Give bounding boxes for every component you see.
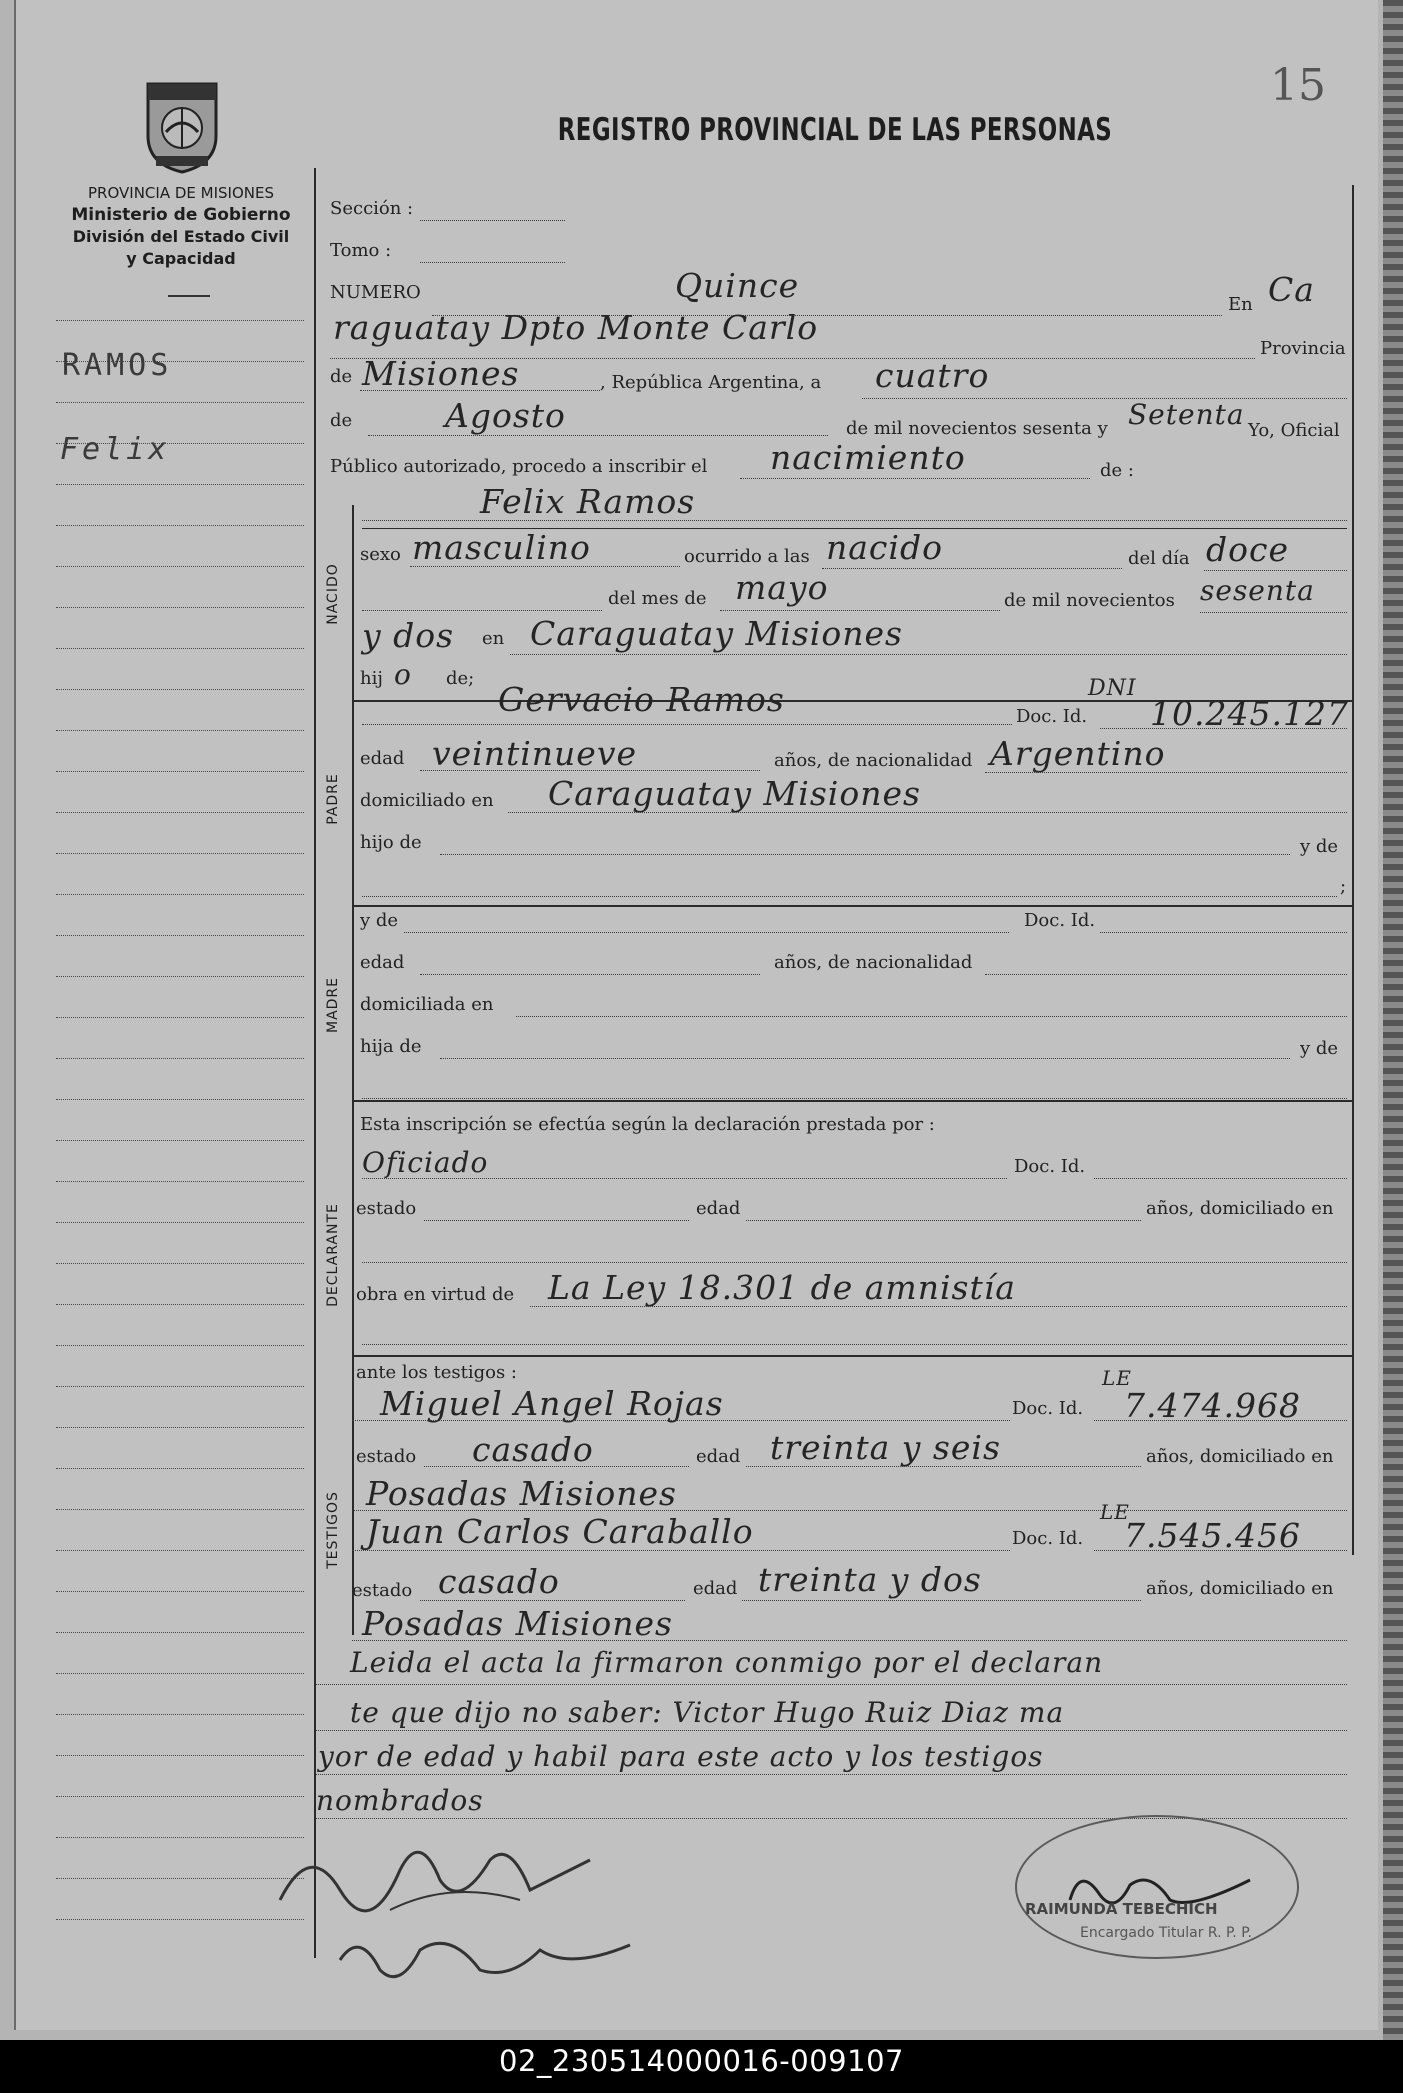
stamp-name: RAIMUNDA TEBECHICH [1025, 1900, 1218, 1918]
madre-hija-de-field[interactable] [440, 1058, 1290, 1059]
padre-edad-label: edad [360, 748, 405, 769]
margin-line [56, 976, 304, 977]
closing-note-rule [316, 1730, 1347, 1731]
witness1-estado-field[interactable] [424, 1466, 689, 1467]
madre-hija-de-label: hija de [360, 1036, 422, 1057]
padre-y-de-label: y de [1300, 836, 1339, 857]
margin-line [56, 1509, 304, 1510]
padre-nacionalidad-field[interactable] [985, 772, 1347, 773]
declarante-domicilio-field[interactable] [362, 1262, 1347, 1263]
witness1-doc-type: LE [1102, 1366, 1132, 1390]
del-dia-label: del día [1128, 548, 1190, 569]
document-id: 02_230514000016-009107 [499, 2044, 904, 2078]
oficial-label: Yo, Oficial [1248, 420, 1340, 441]
padre-semicolon: ; [1340, 876, 1347, 897]
section-separator [352, 905, 1352, 907]
section-label-testigos: TESTIGOS [325, 1491, 341, 1569]
tomo-label: Tomo : [330, 240, 392, 261]
act-value: nacimiento [770, 438, 966, 477]
padre-doc-label: Doc. Id. [1016, 706, 1088, 727]
margin-notes-column [56, 320, 304, 1960]
form-right-border [1352, 185, 1354, 1555]
margin-line [56, 894, 304, 895]
padre-edad-value: veintinueve [432, 734, 638, 773]
margin-line [56, 730, 304, 731]
year-value: Setenta [1128, 398, 1245, 431]
signature-witness [330, 1920, 660, 2000]
witness2-estado-label: estado [352, 1580, 413, 1601]
witness1-edad-field[interactable] [746, 1466, 1141, 1467]
obra-field[interactable] [530, 1306, 1347, 1307]
anio-value-2: y dos [362, 616, 455, 655]
mil-novecientos-label: de mil novecientos [1004, 590, 1175, 611]
numero-label: NUMERO [330, 282, 421, 303]
month-value: Agosto [445, 396, 566, 435]
en-value: Ca [1268, 270, 1315, 309]
year-label: de mil novecientos sesenta y [846, 418, 1108, 439]
witness2-domicilio-field[interactable] [352, 1640, 1347, 1641]
obra-value: La Ley 18.301 de amnistía [548, 1268, 1016, 1307]
margin-line [56, 1591, 304, 1592]
obra-label: obra en virtud de [356, 1284, 515, 1305]
closing-note-line1: Leida el acta la firmaron conmigo por el declaran [350, 1646, 1104, 1679]
del-mes-label: del mes de [608, 588, 707, 609]
witness2-name-value: Juan Carlos Caraballo [366, 1512, 754, 1551]
witness1-estado-label: estado [356, 1446, 417, 1467]
month-field[interactable] [368, 435, 828, 436]
witness2-domicilio-label: años, domiciliado en [1146, 1578, 1334, 1599]
signature-declarant [270, 1820, 610, 1920]
witness1-doc-value: 7.474.968 [1124, 1386, 1301, 1425]
padre-domiciliado-label: domiciliado en [360, 790, 494, 811]
witness2-estado-value: casado [438, 1562, 560, 1601]
provincia-label: Provincia [1260, 338, 1346, 359]
seccion-label: Sección : [330, 198, 414, 219]
madre-edad-field[interactable] [420, 974, 760, 975]
madre-nacionalidad-field[interactable] [985, 974, 1347, 975]
margin-line [56, 1878, 304, 1879]
margin-line [56, 648, 304, 649]
witness1-doc-field[interactable] [1094, 1420, 1347, 1421]
padre-doc-field[interactable] [1100, 728, 1347, 729]
witness2-doc-type: LE [1100, 1500, 1130, 1524]
margin-line [56, 771, 304, 772]
form-left-border [314, 168, 316, 1958]
madre-domicilio-field[interactable] [516, 1016, 1347, 1017]
witness2-domicilio-value: Posadas Misiones [362, 1604, 673, 1643]
stamp-title: Encargado Titular R. P. P. [1080, 1925, 1252, 1941]
section-label-padre: PADRE [325, 773, 341, 825]
section-border [352, 505, 354, 1635]
witness1-domicilio-label: años, domiciliado en [1146, 1446, 1334, 1467]
section-separator [352, 1355, 1352, 1357]
witness2-doc-field[interactable] [1094, 1550, 1347, 1551]
hora-field[interactable] [822, 568, 1122, 569]
provincial-seal-icon [138, 76, 226, 176]
hora-value: nacido [826, 528, 943, 567]
dia-field[interactable] [1204, 570, 1347, 571]
declarante-domicilio-label: años, domiciliado en [1146, 1198, 1334, 1219]
margin-line [56, 1796, 304, 1797]
closing-note-rule [316, 1684, 1347, 1685]
nacido-name-field[interactable] [362, 520, 1347, 521]
publico-label: Público autorizado, procedo a inscribir el [330, 456, 708, 477]
witness1-edad-label: edad [696, 1446, 741, 1467]
declarante-edad-field[interactable] [746, 1220, 1141, 1221]
division-name: División del Estado Civil [72, 227, 290, 246]
margin-line [56, 1263, 304, 1264]
margin-line [56, 1468, 304, 1469]
numero-value: Quince [675, 266, 800, 305]
padre-edad-field[interactable] [420, 770, 760, 771]
witness2-estado-field[interactable] [420, 1600, 685, 1601]
mes-lead-field[interactable] [362, 610, 602, 611]
padre-hijo-de-label: hijo de [360, 832, 422, 853]
obra-field-2[interactable] [362, 1344, 1347, 1345]
closing-note-line3: yor de edad y habil para este acto y los testigos [318, 1740, 1044, 1773]
witness2-edad-field[interactable] [742, 1600, 1141, 1601]
ministry-name: Ministerio de Gobierno [71, 205, 291, 225]
margin-line [56, 1140, 304, 1141]
padre-hijo-de-field[interactable] [440, 854, 1290, 855]
margin-line [56, 1427, 304, 1428]
day-value: cuatro [875, 356, 990, 395]
section-label-madre: MADRE [325, 977, 341, 1034]
ocurrido-label: ocurrido a las [684, 546, 810, 567]
nacido-de-label: de; [446, 668, 475, 689]
sexo-label: sexo [360, 544, 401, 565]
madre-y-de-label: y de [360, 910, 399, 931]
margin-line [56, 1919, 304, 1920]
authority-divider [168, 295, 210, 297]
witness1-doc-label: Doc. Id. [1012, 1398, 1084, 1419]
provincia-value: Misiones [362, 354, 520, 393]
en-label: En [1228, 294, 1253, 315]
padre-domicilio-field[interactable] [508, 812, 1347, 813]
place-value: raguatay Dpto Monte Carlo [333, 308, 819, 347]
padre-domicilio-value: Caraguatay Misiones [548, 774, 921, 813]
section-label-declarante: DECLARANTE [325, 1203, 341, 1307]
witness1-domicilio-field[interactable] [352, 1510, 1347, 1511]
margin-line [56, 1058, 304, 1059]
margin-surname: RAMOS [62, 348, 173, 383]
act-field[interactable] [740, 478, 1090, 479]
section-separator [352, 1100, 1352, 1102]
margin-line [56, 484, 304, 485]
declarante-doc-label: Doc. Id. [1014, 1156, 1086, 1177]
witness1-domicilio-value: Posadas Misiones [366, 1474, 677, 1513]
margin-line [56, 1099, 304, 1100]
witness2-name-field[interactable] [352, 1550, 1010, 1551]
margin-line [56, 1837, 304, 1838]
margin-line [56, 607, 304, 608]
de-label: de [330, 366, 353, 387]
mes-value: mayo [735, 568, 829, 607]
province-name: PROVINCIA DE MISIONES [88, 184, 274, 202]
madre-name-field[interactable] [404, 932, 1009, 933]
margin-line [56, 1181, 304, 1182]
closing-note-rule [316, 1774, 1347, 1775]
de-label-2: de [330, 410, 353, 431]
margin-line [56, 1386, 304, 1387]
padre-name-field[interactable] [362, 724, 1012, 725]
nacido-en-label: en [482, 628, 505, 649]
madre-doc-label: Doc. Id. [1024, 910, 1096, 931]
witness1-estado-value: casado [472, 1430, 594, 1469]
margin-line [56, 935, 304, 936]
padre-nacionalidad-label: años, de nacionalidad [774, 750, 973, 771]
margin-line [56, 320, 304, 321]
witness2-doc-value: 7.545.456 [1124, 1516, 1301, 1555]
testigos-intro: ante los testigos : [356, 1362, 517, 1383]
anio-value-1: sesenta [1200, 574, 1315, 607]
book-binding [1383, 0, 1403, 2040]
seccion-field[interactable] [420, 220, 565, 221]
margin-line [56, 853, 304, 854]
margin-line [56, 1017, 304, 1018]
nacido-name-value: Felix Ramos [480, 482, 696, 521]
madre-domiciliada-label: domiciliada en [360, 994, 494, 1015]
madre-nacionalidad-label: años, de nacionalidad [774, 952, 973, 973]
issuing-authority [40, 182, 322, 270]
padre-name-value: Gervacio Ramos [498, 680, 785, 719]
margin-line [56, 525, 304, 526]
padre-doc-value: 10.245.127 [1150, 694, 1349, 733]
margin-line [56, 1673, 304, 1674]
margin-line [56, 566, 304, 567]
declarante-name-value: Oficiado [362, 1146, 489, 1179]
day-field[interactable] [862, 398, 1347, 399]
declarante-edad-label: edad [696, 1198, 741, 1219]
witness2-edad-value: treinta y dos [758, 1560, 982, 1599]
witness2-edad-label: edad [693, 1578, 738, 1599]
declarante-estado-field[interactable] [424, 1220, 689, 1221]
document-title: REGISTRO PROVINCIAL DE LAS PERSONAS [557, 112, 1113, 148]
page-number: 15 [1270, 60, 1326, 111]
margin-line [56, 1632, 304, 1633]
sexo-field[interactable] [410, 566, 680, 567]
margin-line [56, 689, 304, 690]
lugar-value: Caraguatay Misiones [530, 614, 903, 653]
madre-edad-label: edad [360, 952, 405, 973]
dia-value: doce [1206, 530, 1290, 569]
madre-y-de-label-2: y de [1300, 1038, 1339, 1059]
anio-field[interactable] [1200, 612, 1347, 613]
padre-doc-type: DNI [1088, 676, 1137, 701]
closing-note-line4: nombrados [316, 1784, 484, 1817]
margin-line [56, 1550, 304, 1551]
margin-line [56, 1714, 304, 1715]
division-name-cont: y Capacidad [126, 249, 236, 268]
closing-note-line2: te que dijo no saber: Victor Hugo Ruiz Diaz ma [350, 1696, 1065, 1729]
declarante-name-field[interactable] [362, 1178, 1007, 1179]
margin-line [56, 812, 304, 813]
margin-line [56, 1222, 304, 1223]
hijo-label: hij [360, 668, 383, 689]
provincia-field[interactable] [360, 390, 600, 391]
padre-y-de-field[interactable] [362, 896, 1337, 897]
declarante-estado-label: estado [356, 1198, 417, 1219]
hijo-suffix-value: o [394, 658, 412, 691]
sexo-value: masculino [412, 528, 591, 567]
mes-field[interactable] [720, 610, 1000, 611]
madre-y-de-field[interactable] [362, 1098, 1347, 1099]
padre-nacionalidad-value: Argentino [990, 734, 1166, 773]
declarante-intro: Esta inscripción se efectúa según la declaración prestada por : [360, 1114, 935, 1135]
margin-line [56, 1304, 304, 1305]
madre-doc-field[interactable] [1100, 932, 1347, 933]
witness2-doc-label: Doc. Id. [1012, 1528, 1084, 1549]
margin-line [56, 1345, 304, 1346]
lugar-field[interactable] [510, 654, 1347, 655]
de-colon-label: de : [1100, 460, 1134, 481]
margin-given-name: Felix [60, 432, 171, 467]
witness1-name-field[interactable] [352, 1420, 1010, 1421]
margin-line [56, 1755, 304, 1756]
section-label-nacido: NACIDO [325, 563, 341, 625]
witness1-edad-value: treinta y seis [770, 1428, 1001, 1467]
margin-line [56, 402, 304, 403]
tomo-field[interactable] [420, 262, 565, 263]
republica-label: , República Argentina, a [600, 372, 822, 393]
declarante-doc-field[interactable] [1094, 1178, 1347, 1179]
witness1-name-value: Miguel Angel Rojas [380, 1384, 724, 1423]
